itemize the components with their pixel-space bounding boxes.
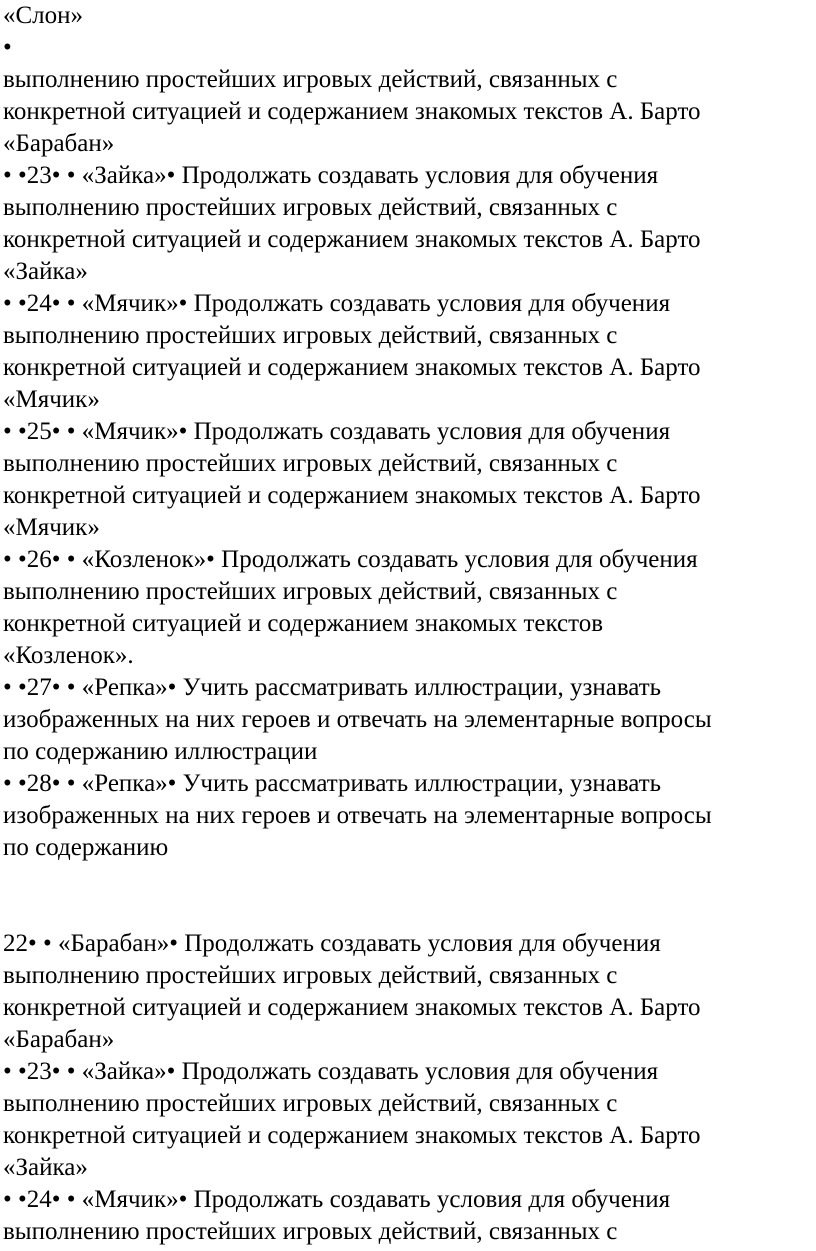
- text-line: «Барабан»: [3, 1026, 115, 1053]
- text-line: конкретной ситуацией и содержанием знакомых текстов А. Барто: [3, 482, 701, 509]
- text-line: конкретной ситуацией и содержанием знакомых текстов А. Барто: [3, 354, 701, 381]
- section-spacer: [3, 864, 815, 928]
- text-line: конкретной ситуацией и содержанием знакомых текстов А. Барто: [3, 226, 701, 253]
- lesson-item-23: • •23• • «Зайка»• Продолжать создавать условия для обучения: [3, 1058, 659, 1085]
- lesson-plan-section-2: [3, 928, 815, 1248]
- lesson-plan-section-1: [3, 0, 815, 864]
- text-line: выполнению простейших игровых действий, связанных с: [3, 1090, 618, 1117]
- lesson-item-27: • •27• • «Репка»• Учить рассматривать иллюстрации, узнавать: [3, 674, 662, 701]
- lesson-item-25: • •25• • «Мячик»• Продолжать создавать условия для обучения: [3, 418, 671, 445]
- lesson-item-26: • •26• • «Козленок»• Продолжать создавать условия для обучения: [3, 546, 698, 573]
- lesson-item-23: • •23• • «Зайка»• Продолжать создавать условия для обучения: [3, 162, 659, 189]
- text-line: изображенных на них героев и отвечать на элементарные вопросы: [3, 706, 712, 733]
- lesson-item-28: • •28• • «Репка»• Учить рассматривать иллюстрации, узнавать: [3, 770, 662, 797]
- text-line: по содержанию иллюстрации: [3, 738, 318, 765]
- text-line: конкретной ситуацией и содержанием знакомых текстов А. Барто: [3, 98, 701, 125]
- lesson-item-22: 22• • «Барабан»• Продолжать создавать условия для обучения: [3, 930, 661, 957]
- text-line: «Мячик»: [3, 386, 100, 413]
- document-body: [3, 0, 815, 1248]
- text-line: выполнению простейших игровых действий, связанных с: [3, 578, 618, 605]
- text-line: выполнению простейших игровых действий, связанных с: [3, 194, 618, 221]
- text-line: выполнению простейших игровых действий, связанных с: [3, 450, 618, 477]
- lesson-item-24: • •24• • «Мячик»• Продолжать создавать условия для обучения: [3, 290, 671, 317]
- text-line: конкретной ситуацией и содержанием знакомых текстов: [3, 610, 604, 637]
- text-line: выполнению простейших игровых действий, связанных с: [3, 322, 618, 349]
- text-line: «Зайка»: [3, 1154, 88, 1181]
- text-line: конкретной ситуацией и содержанием знакомых текстов А. Барто: [3, 994, 701, 1021]
- text-line: «Зайка»: [3, 258, 88, 285]
- lesson-item-24: • •24• • «Мячик»• Продолжать создавать условия для обучения: [3, 1186, 671, 1213]
- text-line: изображенных на них героев и отвечать на элементарные вопросы: [3, 802, 712, 829]
- bullet-line: •: [3, 34, 12, 61]
- text-line: по содержанию: [3, 834, 169, 861]
- text-line: «Козленок».: [3, 642, 134, 669]
- text-line: «Слон»: [3, 2, 84, 29]
- text-line: выполнению простейших игровых действий, связанных с: [3, 962, 618, 989]
- text-line: выполнению простейших игровых действий, связанных с: [3, 66, 618, 93]
- text-line: «Барабан»: [3, 130, 115, 157]
- text-line: выполнению простейших игровых действий, связанных с: [3, 1218, 618, 1245]
- text-line: конкретной ситуацией и содержанием знакомых текстов А. Барто: [3, 1122, 701, 1149]
- text-line: «Мячик»: [3, 514, 100, 541]
